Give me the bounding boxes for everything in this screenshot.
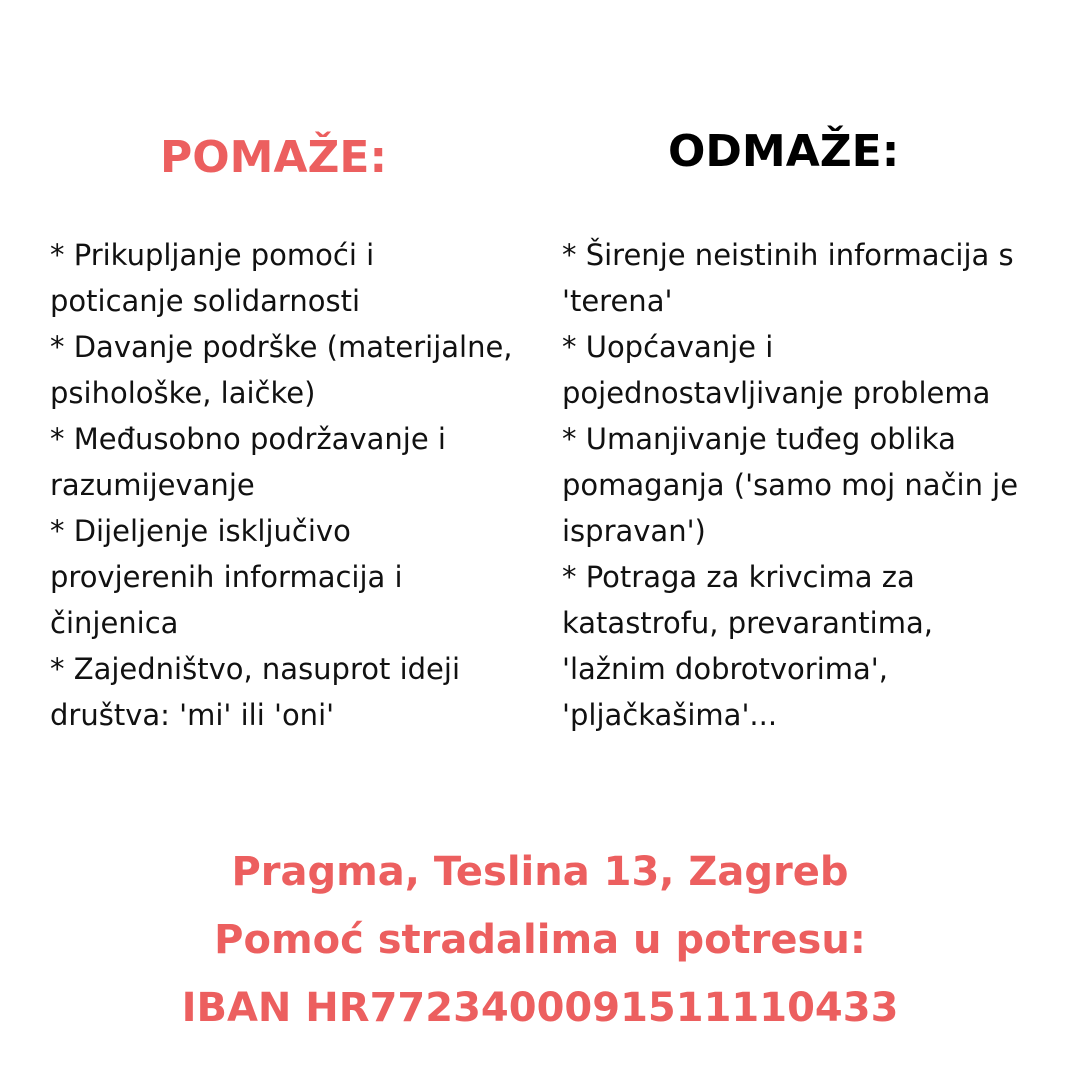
helps-line: * Davanje podrške (materijalne,	[50, 330, 513, 364]
hinders-line: 'lažnim dobrotvorima',	[562, 652, 888, 686]
hinders-line: 'pljačkašima'...	[562, 698, 778, 732]
hinders-line: * Uopćavanje i	[562, 330, 774, 364]
hinders-line: * Umanjivanje tuđeg oblika	[562, 422, 956, 456]
iban-text: IBAN HR7723400091511110433	[181, 985, 899, 1031]
helps-line: činjenica	[50, 606, 179, 640]
hinders-line: * Potraga za krivcima za	[562, 560, 915, 594]
helps-line: * Dijeljenje isključivo	[50, 514, 351, 548]
appeal-text: Pomoć stradalima u potresu:	[214, 917, 866, 963]
helps-heading: POMAŽE:	[160, 132, 388, 183]
hinders-line: pojednostavljivanje problema	[562, 376, 991, 410]
hinders-heading: ODMAŽE:	[668, 126, 900, 177]
helps-line: razumijevanje	[50, 468, 255, 502]
helps-line: poticanje solidarnosti	[50, 284, 361, 318]
helps-line: * Zajedništvo, nasuprot ideji	[50, 652, 461, 686]
helps-line: * Prikupljanje pomoći i	[50, 238, 375, 272]
donation-footer	[0, 838, 1080, 1042]
helps-line: * Međusobno podržavanje i	[50, 422, 446, 456]
hinders-line: ispravan')	[562, 514, 706, 548]
hinders-line: pomaganja ('samo moj način je	[562, 468, 1019, 502]
hinders-line: 'terena'	[562, 284, 673, 318]
hinders-line: katastrofu, prevarantima,	[562, 606, 933, 640]
helps-line: društva: 'mi' ili 'oni'	[50, 698, 335, 732]
hinders-list	[562, 232, 1062, 738]
helps-list	[50, 232, 550, 738]
hinders-line: * Širenje neistinih informacija s	[562, 238, 1014, 272]
helps-line: provjerenih informacija i	[50, 560, 403, 594]
address-text: Pragma, Teslina 13, Zagreb	[231, 849, 849, 895]
helps-line: psihološke, laičke)	[50, 376, 316, 410]
